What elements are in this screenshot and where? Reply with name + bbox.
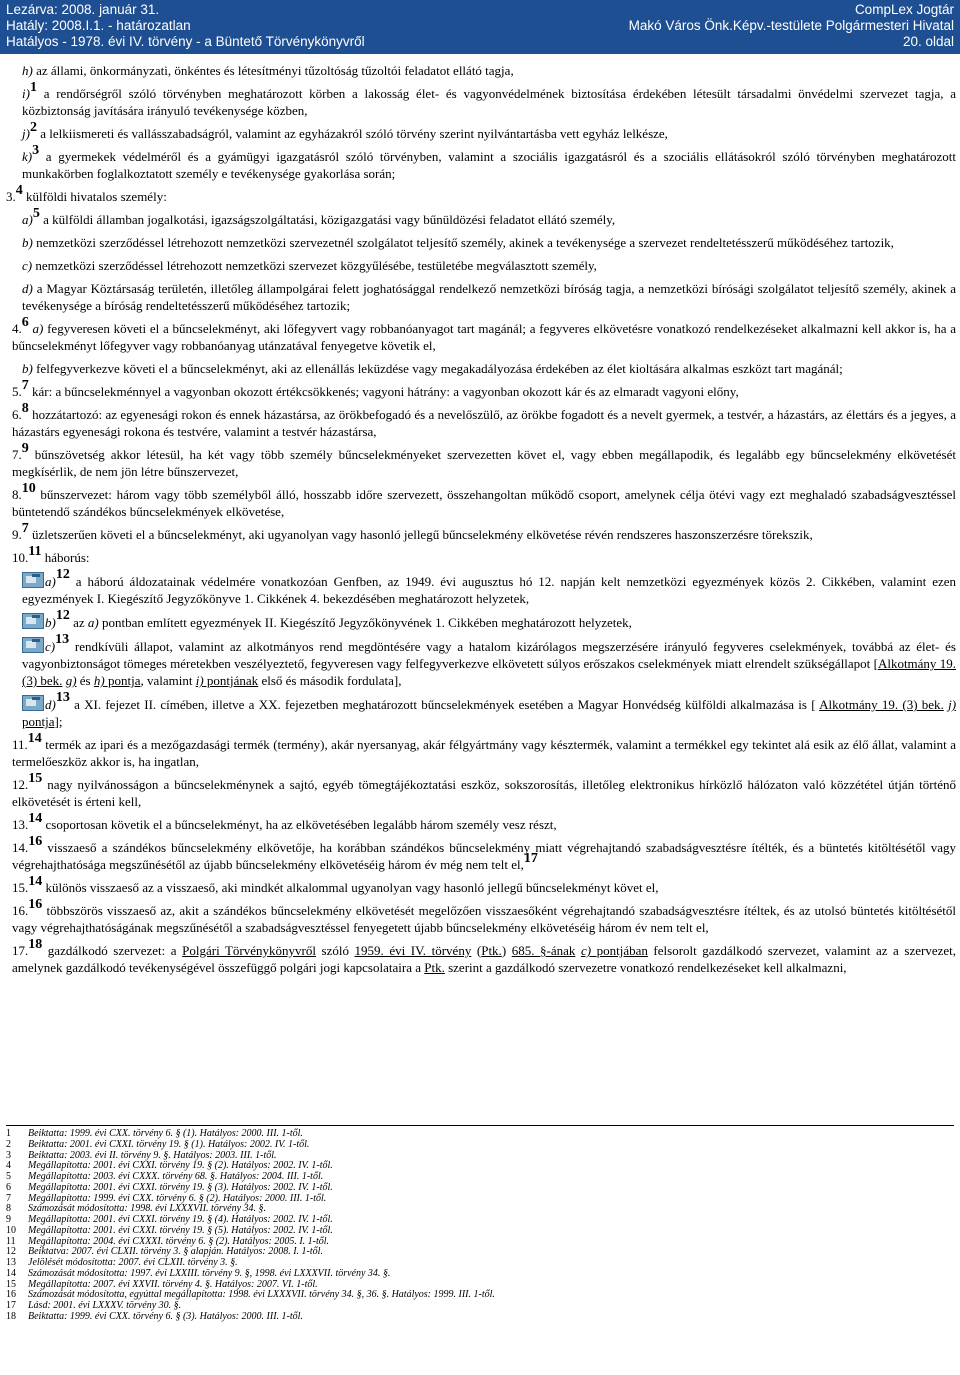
footnote-ref[interactable]: 15: [28, 771, 43, 786]
section-9: 9.$^7$ üzletszerűen követi el a bűncselekményt, aki ugyanolyan vagy hasonló jellegű bűncselekmény elkövetése révén rendszeres haszonszerzésre törekszik,: [12, 521, 813, 542]
section-6: 6.$^8$ hozzátartozó: az egyenesági rokon és ennek házastársa, az örökbefogadó és a nevelőszülő, az örökbe fogadott és a nevelt gyermek, a testvér, a házastárs, az élettárs és a jegyes, a házastárs egyenesági rokona és testvére, valamint a testvér házastársa,: [12, 401, 956, 439]
footnote-ref[interactable]: 14: [27, 731, 42, 746]
page-header: [0, 0, 960, 54]
footnote-item: 1 Beiktatta: 1999. évi CXX. törvény 6. § (1). Hatályos: 2000. III. 1-től.: [6, 1128, 303, 1139]
footnote-ref[interactable]: 13: [55, 632, 70, 647]
law-link[interactable]: g): [65, 673, 77, 688]
para-4b: b) felfegyverkezve követi el a bűncselekményt, aki az ellenállás leküzdése vagy megakadályozása érdekében az élet kioltására alkalmas eszközt tart magánál;: [22, 361, 843, 376]
footnote-ref[interactable]: 10: [21, 481, 36, 496]
para-3c: c) nemzetközi szerződéssel létrehozott nemzetközi szervezet közgyűlésébe, testületébe megválasztott személy,: [22, 258, 597, 273]
footnote-ref[interactable]: 7: [21, 378, 29, 393]
para-10b: b)$^{12}$ az a) pontban említett egyezmények II. Kiegészítő Jegyzőkönyvének 1. Cikkében meghatározott helyzetek,: [6, 613, 956, 631]
page-number: 20. oldal: [902, 34, 954, 49]
para-j: j)$^2$ a lelkiismereti és vallásszabadságról, valamint az egyházakról szóló törvény szerint nyilvántartásba vett egyház lelkésze,: [22, 120, 668, 141]
para-3d: d) a Magyar Köztársaság területén, illetőleg állampolgárai felett joghatósággal rendelkező nemzetközi bíróság tagja, a nemzetközi bírósági szolgálatot teljesítő személy, akinek a tevékenysége a bíróság rendeltetésszerű működéséhez tartozik;: [22, 281, 956, 313]
footnote-item: 10 Megállapította: 2001. évi CXXI. törvény 19. § (5). Hatályos: 2002. IV. 1-től.: [6, 1224, 333, 1236]
footnote-ref[interactable]: 6: [21, 315, 29, 330]
para-k: k)$^3$ a gyermekek védelméről és a gyámügyi igazgatásról szóló törvényben, valamint a szociális igazgatásról és a szociális ellátásokról szóló törvényben meghatározott munkakörben foglalkoztatott személy e tevékenysége gyakorlása során;: [22, 143, 956, 181]
footnote-item: 17 Lásd: 2001. évi LXXXV. törvény 30. §.: [6, 1300, 182, 1311]
law-link[interactable]: Ptk.: [424, 960, 445, 975]
law-link[interactable]: Polgári Törvénykönyvről: [182, 943, 316, 958]
section-7: 7.$^9$ bűnszövetség akkor létesül, ha két vagy több személy bűncselekményeket szervezetten követ el, vagy ebben megállapodik, és legalább egy bűncselekmény elkövetését megkísérlik, de nem jön létre bűnszervezet,: [12, 441, 956, 479]
para-i: i)$^1$ a rendőrségről szóló törvényben meghatározott körben a lakosság élet- és vagyonvédelmének biztosítása érdekében létesült társadalmi önvédelmi szervezet tagja, a közbiztonság javítására irányuló tevékenysége közben,: [22, 80, 956, 118]
section-16: 16.16 többszörös visszaeső az, akit a szándékos bűncselekmény elkövetését megelőzően visszaesőként végrehajtandó szabadságvesztésre ítéltek, és az utolsó büntetés kitöltésétől vagy végrehajthatóságának megszűnésétől a szabadságvesztéssel fenyegetett újabb bűncselekmény elkövetéséig három év nem telt el,: [12, 897, 956, 935]
law-title: Hatályos - 1978. évi IV. törvény - a Büntető Törvénykönyvről: [6, 34, 365, 49]
footnote-ref[interactable]: 4: [15, 183, 23, 198]
footnote-item: 9 Megállapította: 2001. évi CXXI. törvény 19. § (4). Hatályos: 2002. IV. 1-től.: [6, 1214, 333, 1225]
footnote-ref[interactable]: 1: [29, 80, 37, 95]
footnote-item: 11 Megállapította: 2004. évi CXXXI. törvény 6. § (2). Hatályos: 2005. I. 1-től.: [6, 1235, 330, 1247]
footnote-ref[interactable]: 16: [28, 897, 43, 912]
section-4: 4.$^6$ a) fegyveresen követi el a bűncselekményt, aki lőfegyvert vagy robbanóanyagot tart magánál; a fegyveres elkövetésre vonatkozó rendelkezéseket alkalmazni kell akkor is, ha a bűncselekményt lőfegyver vagy robbanóanyag utánzatával fenyegetve követik el,: [12, 315, 956, 353]
amendment-flag-icon[interactable]: [22, 637, 44, 653]
para-h: h) az állami, önkormányzati, önkéntes és létesítményi tűzoltóság tűzoltói feladatot ellátó tagja,: [22, 63, 514, 78]
law-link[interactable]: 1959. évi IV. törvény: [354, 943, 472, 958]
section-12: 12.15 nagy nyilvánosságon a bűncselekménynek a sajtó, egyéb tömegtájékoztatási eszköz, sokszorosítás, illetőleg elektronikus hírközlő hálózaton való közzététel útján történő elkövetését is érteni kell,: [12, 771, 956, 809]
footnote-ref[interactable]: 5: [32, 206, 40, 221]
footnote-item: 15 Megállapította: 2007. évi XXVII. törvény 4. §. Hatályos: 2007. VI. 1-től.: [6, 1278, 318, 1290]
product-name: CompLex Jogtár: [854, 2, 954, 17]
law-link[interactable]: i) pontjának: [195, 673, 259, 688]
footnotes: [6, 1125, 954, 1323]
footnote-item: 16 Számozását módosította, egyúttal megállapította: 1998. évi LXXXVII. törvény 34. §, 36. §. Hatályos: 1999. III. 1-től.: [6, 1289, 495, 1301]
law-link[interactable]: j) pontja: [22, 697, 957, 729]
para-3b: b) nemzetközi szerződéssel létrehozott nemzetközi szervezetnél szolgálatot teljesítő személy, akinek a tevékenysége a szervezet rendeltetésszerű működéséhez tartozik,: [22, 235, 894, 250]
footnote-ref[interactable]: 3: [32, 143, 40, 158]
footnote-ref[interactable]: 9: [21, 441, 29, 456]
effect-range: Hatály: 2008.I.1. - határozatlan: [6, 18, 191, 33]
section-14: 14.16 visszaeső a szándékos bűncselekmény elkövetője, ha korábban szándékos bűncselekmény miatt végrehajtandó szabadságvesztésre ítélték, és a büntetés kitöltésétől vagy végrehajthatósága megszűnésétől az újabb bűncselekmény elkövetéséig három év még nem telt el,$^{17}$: [12, 834, 956, 872]
footnote-ref[interactable]: 11: [28, 544, 42, 559]
footnote-item: 7 Megállapította: 1999. évi CXX. törvény 6. § (2). Hatályos: 2000. III. 1-től.: [6, 1192, 327, 1204]
section-13: 13.14 csoportosan követik el a bűncselekményt, ha az elkövetésében legalább három személy vesz részt,: [12, 811, 557, 832]
footnote-ref[interactable]: 18: [28, 937, 43, 952]
section-11: 11.14 termék az ipari és a mezőgazdasági termék (termény), akár nyersanyag, akár félgyártmány vagy késztermék, valamint a termékkel egy tekintet alá esik az élő állat, valamint a termelőeszköz akkor is, ha ingatlan,: [12, 731, 956, 769]
footnote-divider: [6, 1125, 954, 1126]
law-link[interactable]: h) pontja: [93, 673, 141, 688]
footnote-ref[interactable]: 16: [28, 834, 43, 849]
license-owner: Makó Város Önk.Képv.-testülete Polgármesteri Hivatal: [628, 18, 954, 33]
para-3a: a)$^5$ a külföldi államban jogalkotási, igazságszolgáltatási, közigazgatási vagy bűnüldözési feladatot ellátó személy,: [22, 206, 616, 227]
section-8: 8.10 bűnszervezet: három vagy több személyből álló, hosszabb időre szervezett, összehangoltan működő csoport, amelynek célja ötévi vagy ezt meghaladó szabadságvesztéssel büntetendő szándékos bűncselekmények elkövetése,: [12, 481, 956, 519]
footnote-item: 8 Számozását módosította: 1998. évi LXXXVII. törvény 34. §.: [6, 1203, 267, 1215]
law-link[interactable]: Ptk.: [481, 943, 502, 958]
footnote-ref[interactable]: 12: [55, 608, 70, 623]
section-3: 3.$^4$ külföldi hivatalos személy:: [6, 183, 167, 204]
footnote-ref[interactable]: 14: [28, 811, 43, 826]
footnote-ref[interactable]: 13: [55, 690, 70, 705]
para-10c: c)$^{13}$ rendkívüli állapot, valamint az alkotmányos rend megdöntésére vagy a hatalom kizárólagos megszerzésére irányuló fegyveres cselekmények, továbbá az élet- és vagyonbiztonságot tömeges méretekben veszélyeztető, fegyveresen vagy felfegyverkezve elkövetett súlyos erőszakos cselekmények miatt elrendelt szükségállapot [Alkotmány 19. (3) bek. g) és h) pontja, valamint i) pontjának első és második fordulata],: [22, 632, 956, 688]
law-link[interactable]: Alkotmány 19. (3) bek.: [22, 656, 956, 688]
para-10d: d)$^{13}$ a XI. fejezet II. címében, illetve a XX. fejezetben meghatározott bűncselekmények esetében a Magyar Honvédség külföldi alkalmazása is [ Alkotmány 19. (3) bek. j) pontja];: [22, 690, 957, 729]
document-body: [0, 54, 960, 976]
law-link[interactable]: c) pontjában: [580, 943, 648, 958]
footnote-item: 6 Megállapította: 2001. évi CXXI. törvény 19. § (3). Hatályos: 2002. IV. 1-től.: [6, 1181, 333, 1193]
footnote-item: 5 Megállapította: 2003. évi CXXX. törvény 68. §. Hatályos: 2004. III. 1-től.: [6, 1171, 324, 1182]
section-15: 15.14 különös visszaeső az a visszaeső, aki mindkét alkalommal ugyanolyan vagy hasonló jellegű bűncselekményt követ el,: [12, 874, 659, 895]
section-5: 5.$^7$ kár: a bűncselekménnyel a vagyonban okozott értékcsökkenés; vagyoni hátrány: a vagyonban okozott kár és az elmaradt vagyoni előny,: [12, 378, 739, 399]
law-link[interactable]: Alkotmány 19. (3) bek.: [819, 697, 944, 712]
amendment-flag-icon[interactable]: [22, 613, 44, 629]
footnote-ref[interactable]: 2: [29, 120, 37, 135]
law-link[interactable]: 685. §-ának: [511, 943, 576, 958]
footnote-item: 4 Megállapította: 2001. évi CXXI. törvény 19. § (2). Hatályos: 2002. IV. 1-től.: [6, 1160, 333, 1172]
footnote-ref[interactable]: 12: [55, 567, 70, 582]
footnote-ref[interactable]: 7: [21, 521, 29, 536]
footnote-ref[interactable]: 17: [523, 851, 538, 866]
footnote-item: 12 Beiktatva: 2007. évi CLXII. törvény 3. § alapján. Hatályos: 2008. I. 1-től.: [6, 1246, 323, 1258]
footnote-ref[interactable]: 8: [21, 401, 29, 416]
footnote-item: 2 Beiktatta: 2001. évi CXXI. törvény 19. § (1). Hatályos: 2002. IV. 1-től.: [6, 1138, 310, 1150]
amendment-flag-icon[interactable]: [22, 695, 44, 711]
footnote-item: 3 Beiktatta: 2003. évi II. törvény 9. §. Hatályos: 2003. III. 1-től.: [6, 1149, 277, 1161]
footnote-item: 13 Jelölését módosította: 2007. évi CLXII. törvény 3. §.: [6, 1257, 238, 1268]
footnote-item: 14 Számozását módosította: 1997. évi LXXIII. törvény 9. §, 1998. évi LXXXVII. törvény 34. §.: [6, 1267, 391, 1279]
para-10a: a)$^{12}$ a háború áldozatainak védelmére vonatkozóan Genfben, az 1949. évi augusztus hó 12. napján kelt nemzetközi egyezmények közös 2. Cikkében, valamint ezen egyezmények I. Kiegészítő Jegyzőkönyve 1. Cikkének 4. bekezdésében meghatározott helyzetek,: [22, 567, 956, 606]
closed-date: Lezárva: 2008. január 31.: [6, 2, 160, 17]
section-10: 10.11 háborús:: [12, 544, 90, 565]
amendment-flag-icon[interactable]: [22, 572, 44, 588]
footnote-ref[interactable]: 14: [28, 874, 43, 889]
footnote-item: 18 Beiktatta: 1999. évi CXX. törvény 6. § (3). Hatályos: 2000. III. 1-től.: [6, 1310, 303, 1322]
section-17: 17.18 gazdálkodó szervezet: a Polgári Törvénykönyvről szóló 1959. évi IV. törvény (Ptk.) 685. §-ának c) pontjában felsorolt gazdálkodó szervezet, valamint az a szervezet, amelynek gazdálkodó tevékenységével összefüggő polgári jogi kapcsolataira a Ptk. szerint a gazdálkodó szervezetre vonatkozó rendelkezéseket kell alkalmazni,: [12, 937, 956, 975]
